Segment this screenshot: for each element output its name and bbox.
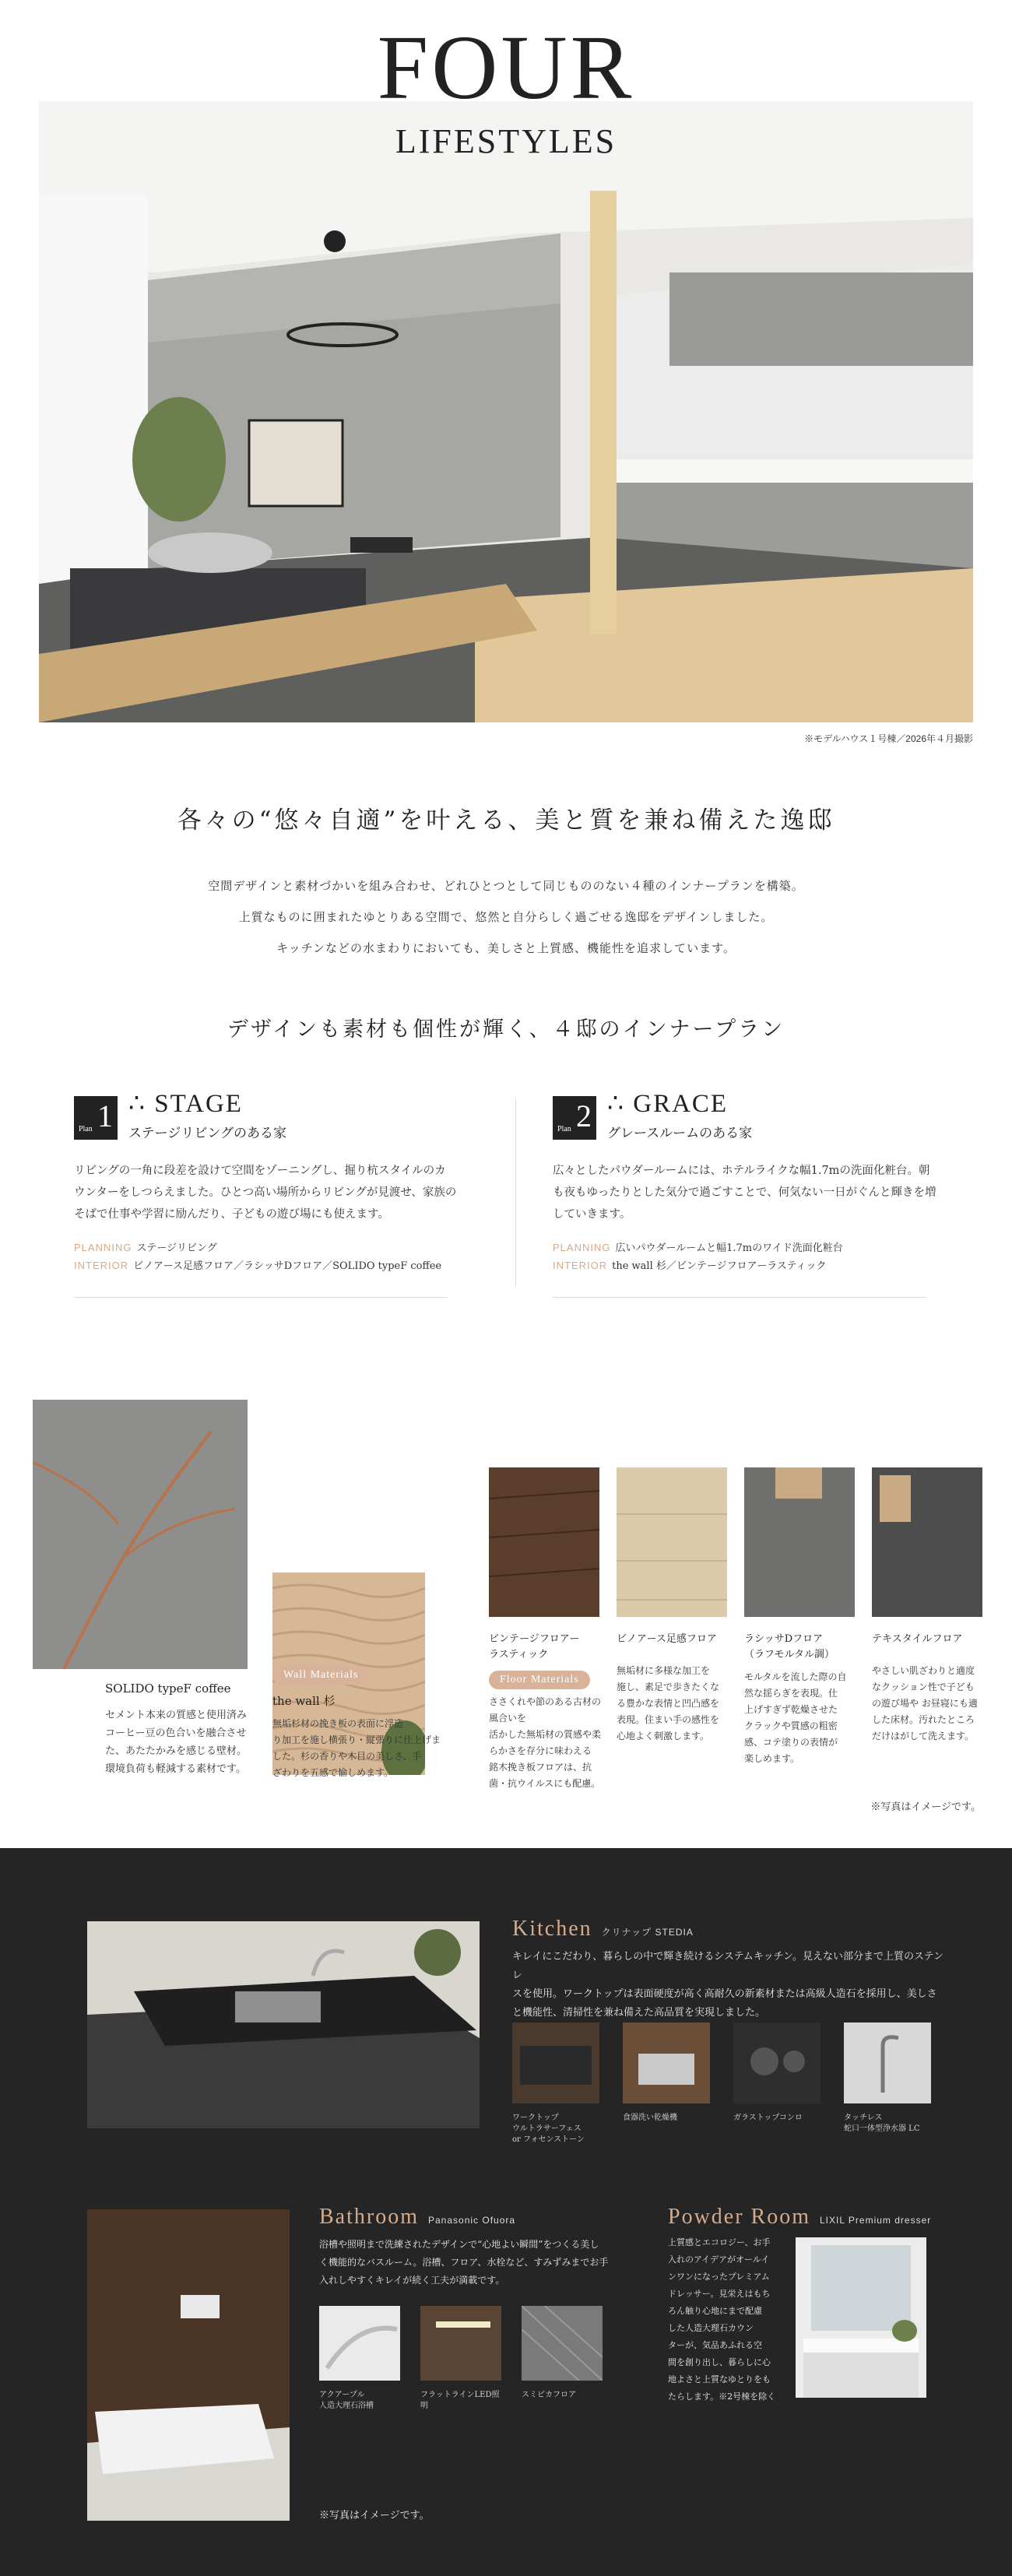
divider — [74, 1297, 448, 1298]
powder-brand: LIXIL Premium dresser — [820, 2215, 932, 2226]
material-text: ささくれや節のある古材の風合いを 活かした無垢材の質感や柔 らかさを存分に味わえる 銘木挽き板フロアは、抗 菌・抗ウイルスにも配慮。 — [489, 1696, 602, 1789]
plan-name: ∴ GRACE — [607, 1090, 729, 1118]
intro-line: 空間デザインと素材づかいを組み合わせ、どれひとつとして同じもののない４種のインナープランを構築。 — [208, 879, 804, 893]
divider — [553, 1297, 926, 1298]
divider — [515, 1099, 516, 1286]
plan-tagline: ステージリビングのある家 — [128, 1126, 286, 1141]
intro-line: キッチンなどの水まわりにおいても、美しさと上質感、機能性を追求しています。 — [276, 941, 736, 955]
material-text: セメント本来の質感と使用済み コーヒー豆の色合いを融合させ た、あたたかみを感じる壁材。 環境負荷も軽減する素材です。 — [105, 1710, 248, 1775]
intro-lead — [0, 870, 1012, 964]
floor-photo-vintage — [489, 1467, 599, 1617]
material-title: テキスタイルフロア — [872, 1633, 963, 1645]
image-note: ※写真はイメージです。 — [870, 1801, 981, 1813]
kitchen-thumb — [623, 2022, 710, 2124]
plan-name: ∴ STAGE — [128, 1090, 243, 1118]
intro-catch: 各々の“悠々自適”を叶える、美と質を兼ね備えた逸邸 — [177, 807, 835, 835]
kitchen-title: Kitchen — [512, 1917, 592, 1941]
plan-description: リビングの一角に段差を設けて空間をゾーニングし、掘り杭スタイルのカ ウンターをしつらえました。ひとつ高い場所からリビングが見渡せ、家族の そばで仕事や学習に励んだり、子どもの遊び場にも使えます。 — [74, 1165, 457, 1221]
plan-card-stage — [74, 1090, 479, 1298]
powder-text: 上質感とエコロジー、お手 入れのアイデアがオールイ ンワンになったプレミアム ドレッサー。見栄えはもち ろん触り心地にまで配慮 した人造大理石カウン ターが、気品あふれる空 間を創り出し、暮らしに心 地よさと上質なゆとりをも たらします。※2号棟を除く — [668, 2237, 776, 2402]
thumb-caption: ガラストップコンロ — [733, 2114, 803, 2122]
kitchen-photo — [87, 1921, 480, 2128]
hero-caption: ※モデルハウス１号棟／2026年４月撮影 — [804, 733, 973, 744]
kitchen-block — [512, 1917, 948, 2022]
page-title: FOUR — [377, 16, 635, 118]
intro-line: 上質なものに囲まれたゆとりある空間で、悠然と自分らしく過ごせる逸邸をデザインしました。 — [238, 910, 774, 924]
thumb-caption: フラットラインLED照明 — [420, 2391, 500, 2410]
hero-photo — [39, 101, 973, 722]
bathroom-brand: Panasonic Ofuora — [428, 2215, 516, 2226]
material-title: ラシッサDフロア （ラフモルタル調） — [744, 1633, 835, 1661]
bathroom-thumb — [420, 2306, 501, 2412]
floor-item-vinoearth — [617, 1632, 730, 1745]
kitchen-text: キレイにこだわり、暮らしの中で輝き続けるシステムキッチン。見えない部分まで上質のステンレ スを使用。ワークトップは表面硬度が高く高耐久の新素材または高級人造石を採用し、美しさ と機能性、清掃性を兼ね備えた高品質を実現しました。 — [512, 1951, 944, 2019]
powder-photo — [796, 2237, 926, 2398]
bathroom-thumb — [522, 2306, 603, 2401]
plan-description: 広々としたパウダールームには、ホテルライクな幅1.7mの洗面化粧台。朝 も夜もゆったりとした気分で過ごすことで、何気ない一日がぐんと輝きを増 していきます。 — [553, 1165, 936, 1221]
kitchen-brand: クリナップ STEDIA — [601, 1927, 694, 1938]
plan-card-grace — [553, 1090, 958, 1298]
image-note: ※写真はイメージです。 — [319, 2510, 430, 2522]
kitchen-thumb — [733, 2022, 820, 2124]
page-subtitle: LIFESTYLES — [395, 122, 617, 160]
material-text: モルタルを流した際の自 然な揺らぎを表現。仕 上げすぎず乾燥させた クラックや質感の粗密 感、コテ塗りの表情が 楽しめます。 — [744, 1671, 847, 1764]
material-text: 無垢杉材の挽き板の表面に浮造 り加工を施し横張り・縦張りに仕上げま した。杉の香りや木目の美しさ、手 ざわりを五感で愉しめます。 — [272, 1718, 441, 1778]
plan-meta: PLANNING 広いパウダールームと幅1.7mのワイド洗面化粧台 INTERIOR the wall 杉／ビンテージフロアーラスティック — [553, 1242, 843, 1272]
thumb-caption: スミピカフロア — [522, 2391, 576, 2399]
kitchen-thumb — [512, 2022, 599, 2145]
floor-item-lasissa — [744, 1632, 858, 1767]
material-text: 無垢材に多様な加工を 施し、素足で歩きたくな る豊かな表情と凹凸感を 表現。住まい手の感性を 心地よく刺激します。 — [617, 1665, 720, 1741]
wall-caption — [272, 1666, 452, 1781]
bathroom-thumb — [319, 2306, 400, 2412]
powder-title: Powder Room — [668, 2205, 810, 2229]
bathroom-title: Bathroom — [319, 2205, 419, 2229]
bathroom-block — [319, 2205, 631, 2290]
floor-photo-lasissa — [744, 1467, 855, 1617]
bathroom-photo — [87, 2209, 290, 2521]
floor-item-vintage — [489, 1632, 603, 1792]
material-title: ビノアース足感フロア — [617, 1633, 717, 1645]
plan-tagline: グレースルームのある家 — [607, 1126, 753, 1141]
material-title: ビンテージフロアー ラスティック — [489, 1633, 580, 1661]
powder-block — [668, 2205, 995, 2230]
material-title: SOLIDO typeF coffee — [105, 1682, 231, 1696]
solido-wall-photo — [33, 1400, 248, 1669]
thumb-caption: 食器洗い乾燥機 — [623, 2114, 677, 2122]
solido-caption — [105, 1680, 261, 1778]
floor-item-textile — [872, 1632, 989, 1745]
plan-number-badge: Plan 2 — [553, 1096, 596, 1140]
floor-photo-textile — [872, 1467, 982, 1617]
kitchen-thumb — [844, 2022, 931, 2135]
material-title: the wall 杉 — [272, 1694, 336, 1708]
floor-photo-vinoearth — [617, 1467, 727, 1617]
thumb-caption: タッチレス 蛇口一体型浄水器 LC — [844, 2114, 920, 2133]
material-text: やさしい肌ざわりと適度 なクッション性で子ども の遊び場や お昼寝にも適 した床材。汚れたところ だけはがして洗えます。 — [872, 1665, 978, 1741]
plan-meta: PLANNING ステージリビング INTERIOR ビノアース足感フロア／ラシッサDフロア／SOLIDO typeF coffee — [74, 1242, 442, 1272]
floor-materials-badge: Floor Materials — [489, 1671, 590, 1689]
wall-materials-badge: Wall Materials — [272, 1666, 369, 1685]
thumb-caption: ワークトップ ウルトラサーフェス or フォセンストーン — [512, 2114, 585, 2144]
plan-number-badge: Plan 1 — [74, 1096, 118, 1140]
thumb-caption: アクアープル 人造大理石浴槽 — [319, 2391, 374, 2410]
bathroom-text: 浴槽や照明まで洗練されたデザインで“心地よい瞬間”をつくる美し く機能的なバスルーム。浴槽、フロア、水栓など、すみずみまでお手 入れしやすくキレイが続く工夫が満載です。 — [319, 2239, 609, 2286]
plans-heading: デザインも素材も個性が輝く、４邸のインナープラン — [227, 1017, 785, 1042]
